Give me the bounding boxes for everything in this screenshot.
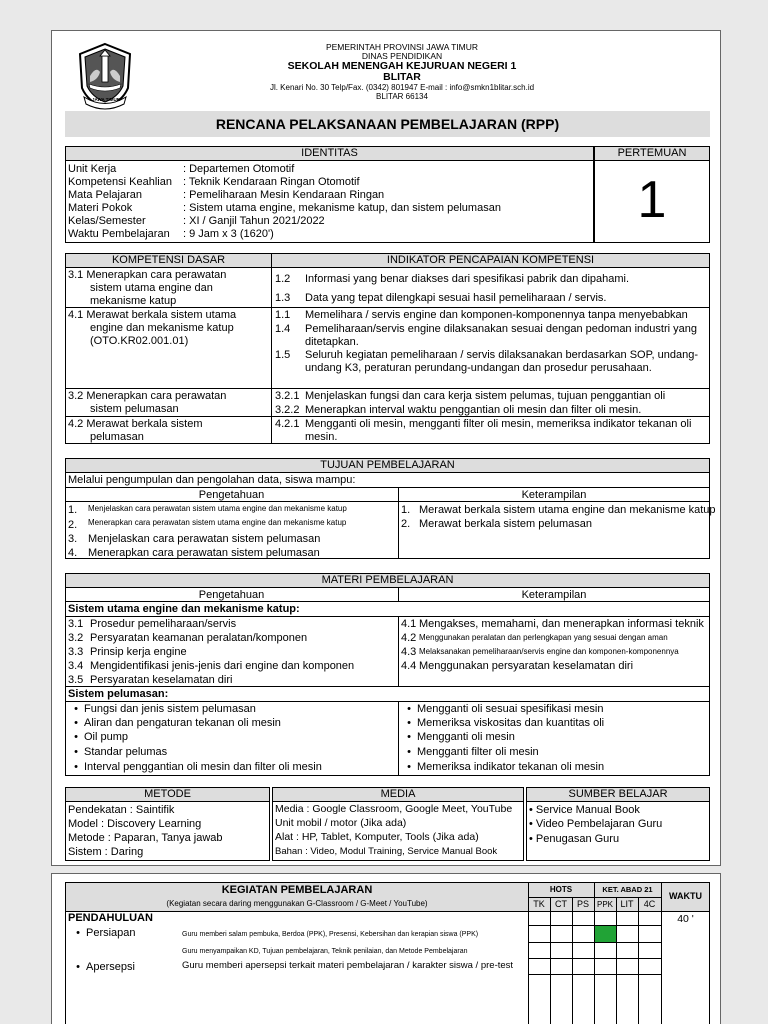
- kd-line: 3.2 Menerapkan cara perawatan: [68, 390, 227, 402]
- list-item: Menerapkan cara perawatan sistem pelumasan: [88, 547, 320, 559]
- sumber-line: • Service Manual Book: [529, 804, 640, 816]
- identitas-label: Waktu Pembelajaran: [68, 228, 170, 240]
- metode-heading: METODE: [65, 787, 270, 802]
- identitas-heading: IDENTITAS: [65, 146, 594, 161]
- item-number: 3.1: [68, 618, 84, 630]
- list-number: 1.: [401, 504, 411, 516]
- document-page-1: JAWA TIMUR PEMERINTAH PROVINSI JAWA TIMUR DINAS PENDIDIKAN SEKOLAH MENENGAH KEJURUAN NEGERI 1 BLITAR Jl. Kenari No. 30 Telp/Fax. (0342) 801947 E-mail : info@smkn1blitar.sch.id BLITAR 66134 RENCANA PELAKSANAAN PEMBELAJARAN (RPP) IDENTITAS Unit Kerja : Departemen Otomotif Kompetensi Keahlian : Teknik Kendaraan Ringan Otomotif Mata Pelajaran : Pemeliharaan Mesin Kendaraan Ringan Materi Pokok : Sistem utama engine, mekanisme katup, dan sistem pelumasan Kelas/Semester : XI / Ganjil Tahun 2021/2022 Waktu Pembelajaran : 9 Jam x 3 (1620') PERTEMUAN 1 KOMPETENSI DASAR INDIKATOR PENCAPAIAN KOMPETENSI 3.1 Menerapkan cara perawatan sistem utama engine dan mekanisme katup 1.2 Informasi yang benar diakses dari spesifikasi pabrik dan dipahami. 1.3 Data yang tepat dilengkapi sesuai hasil pemeliharaan / servis. 4.1 Merawat berkala sistem utama engine dan mekanisme katup (OTO.KR02.001.01) 1.1 Memelihara / servis engine dan komponen-komponennya tanpa menyebabkan 1.4 Pemeliharaan/servis engine dilaksanakan sesuai dengan pedoman industri yang ditetapkan. 1.5 Seluruh kegiatan pemeliharaan / servis dilaksanakan berdasarkan SOP, undang- undang K3, peraturan perundang-undangan dan prosedur perusahaan. 3.2 Menerapkan cara perawatan sistem pelumasan 3.2.1 Menjelaskan fungsi dan cara kerja sistem pelumas, tujuan penggantian oli 3.2.2 Menerapkan interval waktu penggantian oli mesin dan filter oli mesin. 4.2 Merawat berkala sistem pelumasan 4.2.1 Mengganti oli mesin, mengganti filter oli mesin, memeriksa indikator tekanan oli mesin. TUJUAN PEMBELAJARAN Melalui pengumpulan dan pengolahan data, siswa mampu: Pengetahuan Keterampilan 1. Menjelaskan cara perawatan sistem utama engine dan mekanisme katup 2. Menerapkan cara perawatan sistem utama engine dan mekanisme katup 3. Menjelaskan cara perawatan sistem pelumasan 4. Menerapkan cara perawatan sistem pelumasan 1. Merawat berkala sistem utama engine dan mekanisme katup 2. Merawat berkala sistem pelumasan MATERI PEMBELAJARAN Pengetahuan Keterampilan Sistem utama engine dan mekanisme katup: 3.1 Prosedur pemeliharaan/servis 3.2 Persyaratan keamanan peralatan/komponen 3.3 Prinsip kerja engine 3.4 Mengidentifikasi jenis-jenis dari engine dan komponen 3.5 Persyaratan keselamatan diri 4.1 Mengakses, memahami, dan menerapkan informasi teknik 4.2 Menggunakan peralatan dan perlengkapan yang sesuai dengan aman 4.3 Melaksanakan pemeliharaan/servis engine dan komponen-komponennya 4.4 Menggunakan persyaratan keselamatan diri Sistem pelumasan: • Fungsi dan jenis sistem pelumasan • Aliran dan pengaturan tekanan oli mesin • Oil pump • Standar pelumas • Interval penggantian oli mesin dan filter oli mesin • Mengganti oli sesuai spesifikasi mesin • Memeriksa viskositas dan kuantitas oli • Mengganti oli mesin • Mengganti filter oli mesin • Memeriksa indikator tekanan oli mesin METODE Pendekatan : Saintifik Model : Discovery Learning Metode : Paparan, Tanya jawab Sistem : Daring MEDIA Media : Google Classroom, Google Meet, YouTube Unit mobil / motor (Jika ada) Alat : HP, Tablet, Komputer, Tools (Jika ada) Bahan : Video, Modul Training, Service Manual Book SUMBER BELAJAR • Service Manual Book • Video Pembelajaran Guru • Penugasan Guru: [51, 30, 721, 866]
- logo-ribbon-text: JAWA TIMUR: [91, 97, 121, 102]
- kd-line: 4.1 Merawat berkala sistem utama: [68, 309, 237, 321]
- column-ps: PS: [576, 899, 589, 909]
- tujuan-keterampilan-heading: Keterampilan: [521, 489, 587, 501]
- ipk-number: 1.5: [275, 349, 291, 361]
- ipk-text: mesin.: [305, 431, 338, 443]
- identitas-value: : Sistem utama engine, mekanisme katup, dan sistem pelumasan: [183, 202, 501, 214]
- pendahuluan-label: PENDAHULUAN: [68, 912, 153, 924]
- ipk-text: undang K3, peraturan perundang-undangan dan prosedur perusahaan.: [305, 362, 652, 374]
- kd-line: sistem pelumasan: [90, 403, 179, 415]
- persiapan-line: Guru memberi salam pembuka, Berdoa (PPK), Presensi, Kebersihan dan kerapian siswa (PPK): [182, 931, 479, 938]
- header-line-2: DINAS PENDIDIKAN: [361, 51, 443, 61]
- ket-abad-heading: KET. ABAD 21: [602, 885, 653, 894]
- list-item: Menerapkan cara perawatan sistem utama engine dan mekanisme katup: [88, 518, 347, 527]
- ipk-number: 4.2.1: [275, 418, 300, 430]
- ipk-text: Menerapkan interval waktu penggantian oli mesin dan filter oli mesin.: [305, 404, 642, 416]
- kd-line: (OTO.KR02.001.01): [90, 335, 189, 347]
- ipk-number: 1.1: [275, 309, 291, 321]
- list-item: Memeriksa viskositas dan kuantitas oli: [417, 717, 605, 729]
- list-item: Mengganti oli mesin: [417, 731, 515, 743]
- ipk-number: 1.2: [275, 273, 291, 285]
- ipk-text: Data yang tepat dilengkapi sesuai hasil pemeliharaan / servis.: [305, 292, 607, 304]
- sumber-line: • Penugasan Guru: [529, 833, 620, 845]
- metode-line: Model : Discovery Learning: [68, 818, 202, 830]
- column-ct: CT: [555, 899, 567, 909]
- item-number: 3.4: [68, 660, 84, 672]
- kd-line: 3.1 Menerapkan cara perawatan: [68, 269, 227, 281]
- ipk-text: ditetapkan.: [305, 336, 359, 348]
- list-item: Merawat berkala sistem pelumasan: [419, 518, 593, 530]
- persiapan-text: Persiapan: [86, 927, 136, 939]
- identitas-value: : Departemen Otomotif: [183, 163, 295, 175]
- materi-heading: MATERI PEMBELAJARAN: [65, 573, 710, 588]
- identitas-label: Unit Kerja: [68, 163, 117, 175]
- ipk-number: 3.2.2: [275, 404, 300, 416]
- list-number: 2.: [401, 518, 411, 530]
- list-item: Persyaratan keselamatan diri: [90, 674, 233, 686]
- item-number: 3.5: [68, 674, 84, 686]
- persiapan-label: • Persiapan: [76, 927, 136, 939]
- tujuan-intro: Melalui pengumpulan dan pengolahan data, siswa mampu:: [68, 474, 356, 486]
- list-item: Melaksanakan pemeliharaan/servis engine dan komponen-komponennya: [419, 647, 679, 656]
- list-item: Aliran dan pengaturan tekanan oli mesin: [84, 717, 281, 729]
- document-page-2: [51, 873, 721, 1024]
- list-item: Mengidentifikasi jenis-jenis dari engine dan komponen: [90, 660, 355, 672]
- list-item: Menggunakan peralatan dan perlengkapan yang sesuai dengan aman: [419, 633, 668, 642]
- kd-line: 4.2 Merawat berkala sistem: [68, 418, 203, 430]
- waktu-value: 40 ': [677, 913, 694, 925]
- list-item: Menjelaskan cara perawatan sistem utama engine dan mekanisme katup: [88, 504, 347, 513]
- hots-heading: HOTS: [549, 885, 573, 894]
- metode-line: Sistem : Daring: [68, 846, 144, 858]
- list-number: 4.: [68, 547, 78, 559]
- ipk-text: Menjelaskan fungsi dan cara kerja sistem pelumas, tujuan penggantian oli: [305, 390, 666, 402]
- metode-line: Metode : Paparan, Tanya jawab: [68, 832, 223, 844]
- apersepsi-label: • Apersepsi: [76, 961, 135, 973]
- list-item: Persyaratan keamanan peralatan/komponen: [90, 632, 308, 644]
- ipk-number: 1.3: [275, 292, 291, 304]
- document-title: RENCANA PELAKSANAAN PEMBELAJARAN (RPP): [65, 111, 710, 137]
- list-item: Mengakses, memahami, dan menerapkan informasi teknik: [419, 618, 704, 630]
- media-heading: MEDIA: [272, 787, 524, 802]
- list-item: Mengganti oli sesuai spesifikasi mesin: [417, 703, 604, 715]
- apersepsi-text: Apersepsi: [86, 961, 135, 973]
- sumber-heading: SUMBER BELAJAR: [526, 787, 710, 802]
- identitas-label: Kompetensi Keahlian: [68, 176, 172, 188]
- kd-line: sistem utama engine dan: [90, 282, 213, 294]
- identitas-value: : XI / Ganjil Tahun 2021/2022: [183, 215, 325, 227]
- kd-line: mekanisme katup: [90, 295, 177, 307]
- item-number: 4.1: [401, 618, 417, 630]
- list-item: Merawat berkala sistem utama engine dan mekanisme katup: [419, 504, 716, 516]
- metode-line: Pendekatan : Saintifik: [68, 804, 175, 816]
- identitas-label: Mata Pelajaran: [68, 189, 142, 201]
- list-item: Oil pump: [84, 731, 129, 743]
- list-item: Mengganti filter oli mesin: [417, 746, 539, 758]
- kd-line: engine dan mekanisme katup: [90, 322, 234, 334]
- ipk-heading: INDIKATOR PENCAPAIAN KOMPETENSI: [271, 253, 710, 268]
- list-number: 3.: [68, 533, 78, 545]
- identitas-label: Materi Pokok: [68, 202, 133, 214]
- materi-keterampilan-heading: Keterampilan: [521, 589, 587, 601]
- list-item: Prosedur pemeliharaan/servis: [90, 618, 237, 630]
- ipk-text: Informasi yang benar diakses dari spesifikasi pabrik dan dipahami.: [305, 273, 630, 285]
- ipk-number: 3.2.1: [275, 390, 300, 402]
- school-city: BLITAR: [383, 71, 421, 83]
- identitas-label: Kelas/Semester: [68, 215, 146, 227]
- school-postcode: BLITAR 66134: [376, 92, 428, 101]
- item-number: 4.4: [401, 660, 417, 672]
- kd-line: pelumasan: [90, 431, 144, 443]
- school-address: Jl. Kenari No. 30 Telp/Fax. (0342) 801947 E-mail : info@smkn1blitar.sch.id: [269, 83, 535, 92]
- list-item: Fungsi dan jenis sistem pelumasan: [84, 703, 256, 715]
- item-number: 3.2: [68, 632, 84, 644]
- waktu-heading: WAKTU: [669, 891, 702, 901]
- identitas-value: : Teknik Kendaraan Ringan Otomotif: [183, 176, 360, 188]
- list-number: 1.: [68, 504, 78, 516]
- item-number: 4.3: [401, 646, 417, 658]
- media-line: Media : Google Classroom, Google Meet, YouTube: [275, 803, 513, 815]
- list-item: Standar pelumas: [84, 746, 168, 758]
- apersepsi-description: Guru memberi apersepsi terkait materi pembelajaran / karakter siswa / pre-test: [182, 960, 514, 971]
- header-line-1: PEMERINTAH PROVINSI JAWA TIMUR: [325, 42, 479, 52]
- media-line: Bahan : Video, Modul Training, Service Manual Book: [275, 846, 498, 857]
- tujuan-heading: TUJUAN PEMBELAJARAN: [65, 458, 710, 473]
- materi-section-2: Sistem pelumasan:: [68, 688, 169, 700]
- list-number: 2.: [68, 519, 78, 531]
- materi-section-1: Sistem utama engine dan mekanisme katup:: [68, 603, 300, 615]
- pertemuan-heading: PERTEMUAN: [594, 146, 710, 161]
- media-line: Alat : HP, Tablet, Komputer, Tools (Jika ada): [275, 831, 479, 843]
- column-ppk: PPK: [596, 900, 613, 909]
- column-4c: 4C: [643, 899, 656, 909]
- ppk-check-cell: [595, 926, 616, 942]
- ipk-text: Seluruh kegiatan pemeliharaan / servis dilaksanakan berdasarkan SOP, undang-: [305, 349, 698, 361]
- persiapan-line: Guru menyampaikan KD, Tujuan pembelajaran, Teknik penilaian, dan Metode Pembelajaran: [182, 948, 468, 955]
- kegiatan-subheading: (Kegiatan secara daring menggunakan G-Classroom / G-Meet / YouTube): [166, 899, 428, 908]
- pertemuan-number: 1: [637, 171, 667, 229]
- ipk-text: Pemeliharaan/servis engine dilaksanakan sesuai dengan pedoman industri yang: [305, 323, 697, 335]
- list-item: Menjelaskan cara perawatan sistem pelumasan: [88, 533, 321, 545]
- ipk-text: Memelihara / servis engine dan komponen-komponennya tanpa menyebabkan: [305, 309, 688, 321]
- identitas-value: : Pemeliharaan Mesin Kendaraan Ringan: [183, 189, 385, 201]
- ipk-text: Mengganti oli mesin, mengganti filter oli mesin, memeriksa indikator tekanan oli: [305, 418, 692, 430]
- kegiatan-heading: KEGIATAN PEMBELAJARAN: [221, 884, 373, 896]
- list-item: Interval penggantian oli mesin dan filter oli mesin: [84, 761, 322, 773]
- item-number: 4.2: [401, 632, 417, 644]
- item-number: 3.3: [68, 646, 84, 658]
- ipk-number: 1.4: [275, 323, 291, 335]
- sumber-line: • Video Pembelajaran Guru: [529, 818, 663, 830]
- list-item: Memeriksa indikator tekanan oli mesin: [417, 761, 605, 773]
- media-line: Unit mobil / motor (Jika ada): [275, 817, 407, 829]
- list-item: Prinsip kerja engine: [90, 646, 187, 658]
- list-item: Menggunakan persyaratan keselamatan diri: [419, 660, 634, 672]
- kd-heading: KOMPETENSI DASAR: [65, 253, 272, 268]
- column-tk: TK: [533, 899, 545, 909]
- school-name: SEKOLAH MENENGAH KEJURUAN NEGERI 1: [287, 60, 517, 72]
- identitas-value: : 9 Jam x 3 (1620'): [183, 228, 274, 240]
- materi-pengetahuan-heading: Pengetahuan: [198, 589, 265, 601]
- tujuan-pengetahuan-heading: Pengetahuan: [198, 489, 265, 501]
- column-lit: LIT: [620, 899, 634, 909]
